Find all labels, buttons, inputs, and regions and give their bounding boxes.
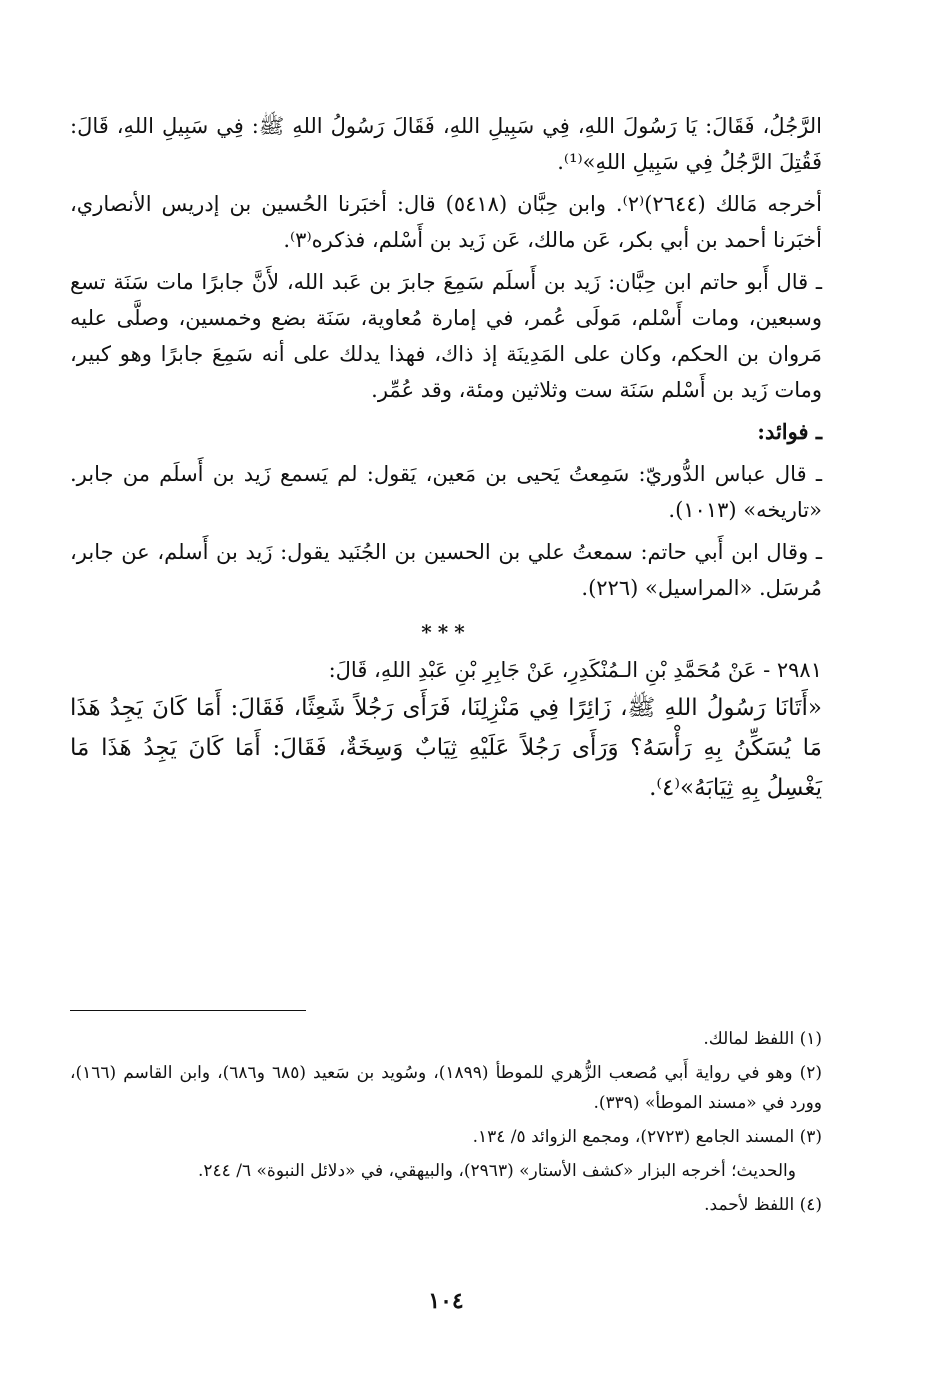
- section-heading-fawaid: ـ فوائد:: [757, 419, 822, 444]
- paragraph-ibn-abi-hatim-note: ـ وقال ابن أَبي حاتم: سمعتُ علي بن الحسين بن الجُنَيد يقول: زَيد بن أَسلم، عن جابر، مُرسَل. «المراسيل» (٢٢٦).: [70, 540, 822, 600]
- section-separator: ***: [421, 620, 471, 644]
- footnote-2: (٢) وهو في رواية أَبي مُصعب الزُّهري للموطأ (١٨٩٩)، وسُويد بن سَعيد (٦٨٥ و٦٨٦)، وابن القاسم (١٦٦)، وورد في «مسند الموطأ» (٣٣٩).: [70, 1063, 822, 1113]
- paragraph-duri-note: ـ قال عباس الدُّوريّ: سَمِعتُ يَحيى بن مَعين، يَقول: لم يَسمع زَيد بن أَسلَم من جابر. «تاريخه» (١٠١٣).: [70, 462, 822, 522]
- footnote-divider: [70, 1010, 306, 1011]
- footnote-4: (٤) اللفظ لأحمد.: [704, 1195, 822, 1215]
- footnote-3-continuation: والحديث؛ أخرجه البزار «كشف الأستار» (٢٩٦٣)، والبيهقي، في «دلائل النبوة» ٦/ ٢٤٤.: [198, 1161, 796, 1181]
- paragraph-ibn-hibban-comment: ـ قال أَبو حاتم ابن حِبَّان: زَيد بن أَسلَم سَمِعَ جابرَ بن عَبد الله، لأَنَّ جابرًا مات سَنَة تسع وسبعين، ومات أَسْلم، مَولَى عُمر، في إمارة مُعاوية، سَنَة بضع وخمسين، وصلَّى عليه مَروان بن الحكم، وكان على المَدِينَة إذ ذاك، فهذا يدلك على أنه سَمِعَ جابرًا وهو كبير، ومات زَيد بن أَسْلم سَنَة ست وثلاثين ومئة، وقد عُمِّر.: [70, 270, 822, 402]
- hadith-number-and-isnad: ٢٩٨١ - عَنْ مُحَمَّدِ بْنِ الـمُنْكَدِرِ، عَنْ جَابِرِ بْنِ عَبْدِ اللهِ، قَالَ:: [328, 658, 822, 682]
- book-page: [70, 108, 822, 1380]
- page-number: ١٠٤: [428, 1288, 464, 1314]
- footnote-3: (٣) المسند الجامع (٢٧٢٣)، ومجمع الزوائد ٥/ ١٣٤.: [472, 1127, 822, 1147]
- footnote-1: (١) اللفظ لمالك.: [703, 1029, 822, 1049]
- footnotes: [70, 1024, 822, 1224]
- paragraph-hadith-ending: الرَّجُلُ، فَقَالَ: يَا رَسُولَ اللهِ، فِي سَبِيلِ اللهِ، فَقَالَ رَسُولُ اللهِ ﷺ: فِي سَبِيلِ اللهِ، قَالَ: فَقُتِلَ الرَّجُلُ فِي سَبِيلِ اللهِ»⁽¹⁾.: [70, 114, 822, 174]
- paragraph-takhrij: أخرجه مَالك (٢٦٤٤)⁽٢⁾. وابن حِبَّان (٥٤١٨) قال: أخبَرنا الحُسين بن إدريس الأنصاري، أخبَرنا أحمد بن أبي بكر، عَن مالك، عَن زَيد بن أَسْلم، فذكره⁽٣⁾.: [70, 192, 822, 252]
- hadith-matn: «أَتَانَا رَسُولُ اللهِ ﷺ، زَائِرًا فِي مَنْزِلِنَا، فَرَأَى رَجُلاً شَعِثًا، فَقَالَ: أَمَا كَانَ يَجِدُ هَذَا مَا يُسَكِّنُ بِهِ رَأْسَهُ؟ وَرَأَى رَجُلاً عَلَيْهِ ثِيَابٌ وَسِخَةٌ، فَقَالَ: أَمَا كَانَ يَجِدُ هَذَا مَا يَغْسِلُ بِهِ ثِيَابَهُ»⁽٤⁾.: [70, 695, 822, 801]
